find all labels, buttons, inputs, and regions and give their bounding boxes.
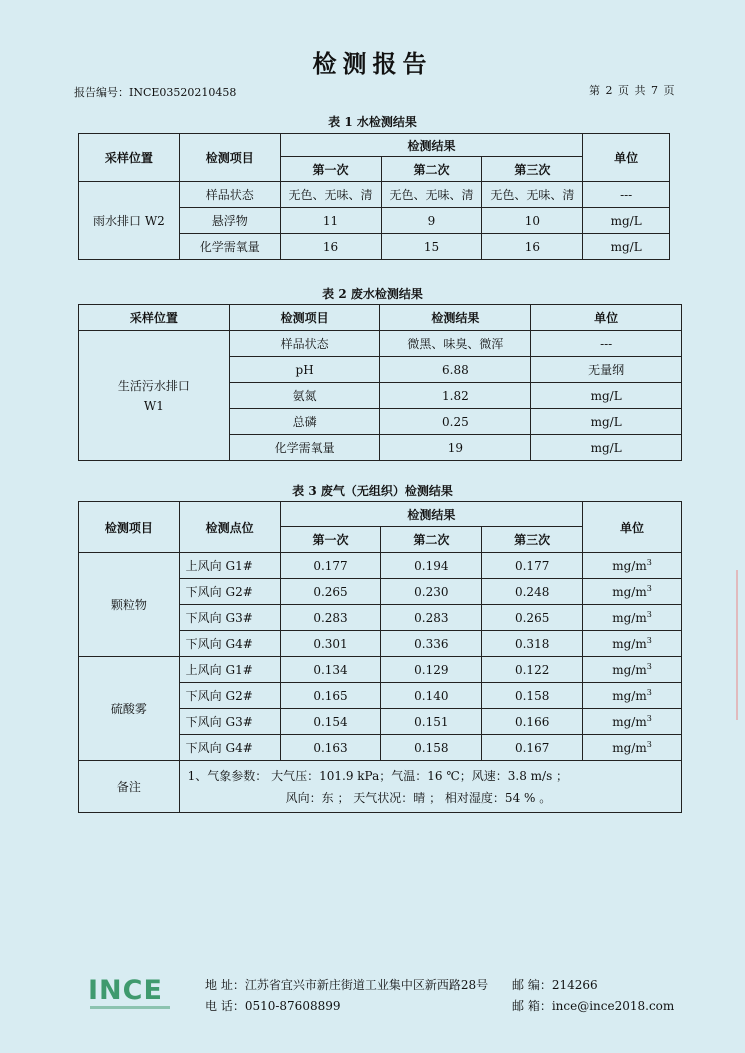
table-cell: 化学需氧量 — [179, 234, 280, 260]
table3-header-point: 检测点位 — [179, 502, 280, 553]
unit-cell — [583, 683, 682, 709]
table-cell: 0.283 — [381, 605, 482, 631]
table1-header-unit: 单位 — [583, 134, 670, 182]
unit-cell — [583, 735, 682, 761]
table-cell: 0.336 — [381, 631, 482, 657]
table-cell: 下风向 G4# — [179, 631, 280, 657]
table-cell: 0.230 — [381, 579, 482, 605]
table2-header-location: 采样位置 — [79, 305, 230, 331]
table-cell: 下风向 G3# — [179, 605, 280, 631]
table-cell: 0.163 — [280, 735, 381, 761]
table-cell: 0.265 — [482, 605, 583, 631]
table-cell: mg/L — [583, 208, 670, 234]
table2-location — [79, 331, 230, 461]
table-cell: 无色、无味、清 — [280, 182, 381, 208]
table-cell: 0.25 — [380, 409, 531, 435]
table1-caption: 表 1 水检测结果 — [328, 115, 417, 129]
table-cell: 1.82 — [380, 383, 531, 409]
table3-header-second: 第二次 — [381, 527, 482, 553]
table-cell: 0.129 — [381, 657, 482, 683]
table2-header-unit: 单位 — [531, 305, 682, 331]
table-cell: 15 — [381, 234, 482, 260]
table-cell: 0.140 — [381, 683, 482, 709]
table1-header-second: 第二次 — [381, 157, 482, 182]
table-cell: 11 — [280, 208, 381, 234]
table1-header-first: 第一次 — [280, 157, 381, 182]
table-cell: 0.301 — [280, 631, 381, 657]
table3-caption: 表 3 废气（无组织）检测结果 — [292, 484, 453, 498]
unit-base: mg/m — [612, 585, 647, 599]
table1-header-item: 检测项目 — [179, 134, 280, 182]
logo-underline — [90, 1006, 170, 1009]
footer-address: 地 址：江苏省宜兴市新庄街道工业集中区新西路28号 — [205, 978, 489, 992]
unit-base: mg/m — [612, 715, 647, 729]
table-cell: 19 — [380, 435, 531, 461]
table-cell: --- — [531, 331, 682, 357]
table-cell: 16 — [482, 234, 583, 260]
unit-exponent: 3 — [646, 740, 652, 749]
table-cell: 0.158 — [381, 735, 482, 761]
table3-header-item: 检测项目 — [79, 502, 180, 553]
table-cell: 0.265 — [280, 579, 381, 605]
table2-header-item: 检测项目 — [229, 305, 380, 331]
unit-exponent: 3 — [646, 662, 652, 671]
table-cell: 0.151 — [381, 709, 482, 735]
table-row — [79, 553, 682, 579]
table-cell: 0.177 — [482, 553, 583, 579]
table-cell: 样品状态 — [179, 182, 280, 208]
unit-exponent: 3 — [646, 558, 652, 567]
table-cell: 0.177 — [280, 553, 381, 579]
table-cell: 0.318 — [482, 631, 583, 657]
table-cell: mg/L — [531, 409, 682, 435]
unit-base: mg/m — [612, 611, 647, 625]
table-cell: 化学需氧量 — [229, 435, 380, 461]
table1-water-results — [78, 133, 670, 260]
unit-exponent: 3 — [646, 714, 652, 723]
table3-header-result: 检测结果 — [280, 502, 582, 527]
table-cell: 下风向 G3# — [179, 709, 280, 735]
table2-location-line2: W1 — [143, 398, 164, 413]
unit-base: mg/m — [612, 741, 647, 755]
unit-cell — [583, 553, 682, 579]
table-cell: 悬浮物 — [179, 208, 280, 234]
table2-header-result: 检测结果 — [380, 305, 531, 331]
table2-location-line1: 生活污水排口 — [117, 378, 190, 393]
table-cell: mg/L — [531, 383, 682, 409]
ince-logo: INCE — [88, 975, 163, 1006]
table3-note-line1: 1、气象参数： 大气压：101.9 kPa；气温：16 ℃；风速：3.8 m/s ； — [187, 768, 569, 783]
report-number: 报告编号：INCE03520210458 — [74, 86, 237, 99]
footer-contact — [205, 975, 674, 1017]
unit-exponent: 3 — [646, 610, 652, 619]
table2-caption: 表 2 废水检测结果 — [322, 287, 423, 301]
table3-note-label: 备注 — [79, 761, 180, 813]
unit-exponent: 3 — [646, 584, 652, 593]
table-cell: 0.167 — [482, 735, 583, 761]
page-info: 第 2 页 共 7 页 — [589, 84, 676, 97]
unit-exponent: 3 — [646, 636, 652, 645]
table-cell: 无色、无味、清 — [482, 182, 583, 208]
report-title: 检测报告 — [312, 49, 433, 78]
table3-note — [179, 761, 681, 813]
unit-cell — [583, 631, 682, 657]
table-cell: pH — [229, 357, 380, 383]
table-cell: mg/L — [583, 234, 670, 260]
table-cell: 16 — [280, 234, 381, 260]
seal-stamp-edge — [736, 570, 745, 720]
unit-cell — [583, 657, 682, 683]
table3-header-third: 第三次 — [482, 527, 583, 553]
table-cell: 0.194 — [381, 553, 482, 579]
table-cell: 无色、无味、清 — [381, 182, 482, 208]
unit-cell — [583, 709, 682, 735]
footer-email: 邮 箱：ince@ince2018.com — [512, 999, 675, 1013]
table-cell: 下风向 G4# — [179, 735, 280, 761]
table3-group-item: 硫酸雾 — [79, 657, 180, 761]
table-cell: 上风向 G1# — [179, 657, 280, 683]
table-cell: 0.154 — [280, 709, 381, 735]
table-cell: 10 — [482, 208, 583, 234]
table-cell: 0.248 — [482, 579, 583, 605]
unit-base: mg/m — [612, 559, 647, 573]
table-cell: 9 — [381, 208, 482, 234]
footer-phone: 电 话：0510-87608899 — [205, 999, 341, 1013]
table-cell: 总磷 — [229, 409, 380, 435]
table-cell: 下风向 G2# — [179, 579, 280, 605]
table-cell: 无量纲 — [531, 357, 682, 383]
table-cell: 微黑、味臭、微浑 — [380, 331, 531, 357]
table1-header-third: 第三次 — [482, 157, 583, 182]
table-cell: 0.134 — [280, 657, 381, 683]
table-row — [79, 657, 682, 683]
unit-cell — [583, 605, 682, 631]
table-cell: 上风向 G1# — [179, 553, 280, 579]
table-cell: 0.122 — [482, 657, 583, 683]
table-cell: 下风向 G2# — [179, 683, 280, 709]
table-cell: 6.88 — [380, 357, 531, 383]
table1-header-location: 采样位置 — [79, 134, 180, 182]
table-cell: 0.283 — [280, 605, 381, 631]
unit-base: mg/m — [612, 663, 647, 677]
table-cell: 0.165 — [280, 683, 381, 709]
table1-header-result: 检测结果 — [280, 134, 583, 157]
table-cell: 0.166 — [482, 709, 583, 735]
table3-header-unit: 单位 — [583, 502, 682, 553]
footer-postcode: 邮 编：214266 — [512, 978, 598, 992]
table3-note-line2: 风向：东 ； 天气状况：晴 ； 相对湿度：54 % 。 — [285, 790, 552, 805]
unit-cell — [583, 579, 682, 605]
table2-wastewater-results — [78, 304, 682, 461]
table-cell: 0.158 — [482, 683, 583, 709]
table-cell: 样品状态 — [229, 331, 380, 357]
unit-base: mg/m — [612, 637, 647, 651]
table-cell: --- — [583, 182, 670, 208]
unit-base: mg/m — [612, 689, 647, 703]
table1-location: 雨水排口 W2 — [79, 182, 180, 260]
table3-exhaust-results — [78, 501, 682, 813]
table-cell: 氨氮 — [229, 383, 380, 409]
table3-header-first: 第一次 — [280, 527, 381, 553]
table3-group-item: 颗粒物 — [79, 553, 180, 657]
unit-exponent: 3 — [646, 688, 652, 697]
table-cell: mg/L — [531, 435, 682, 461]
